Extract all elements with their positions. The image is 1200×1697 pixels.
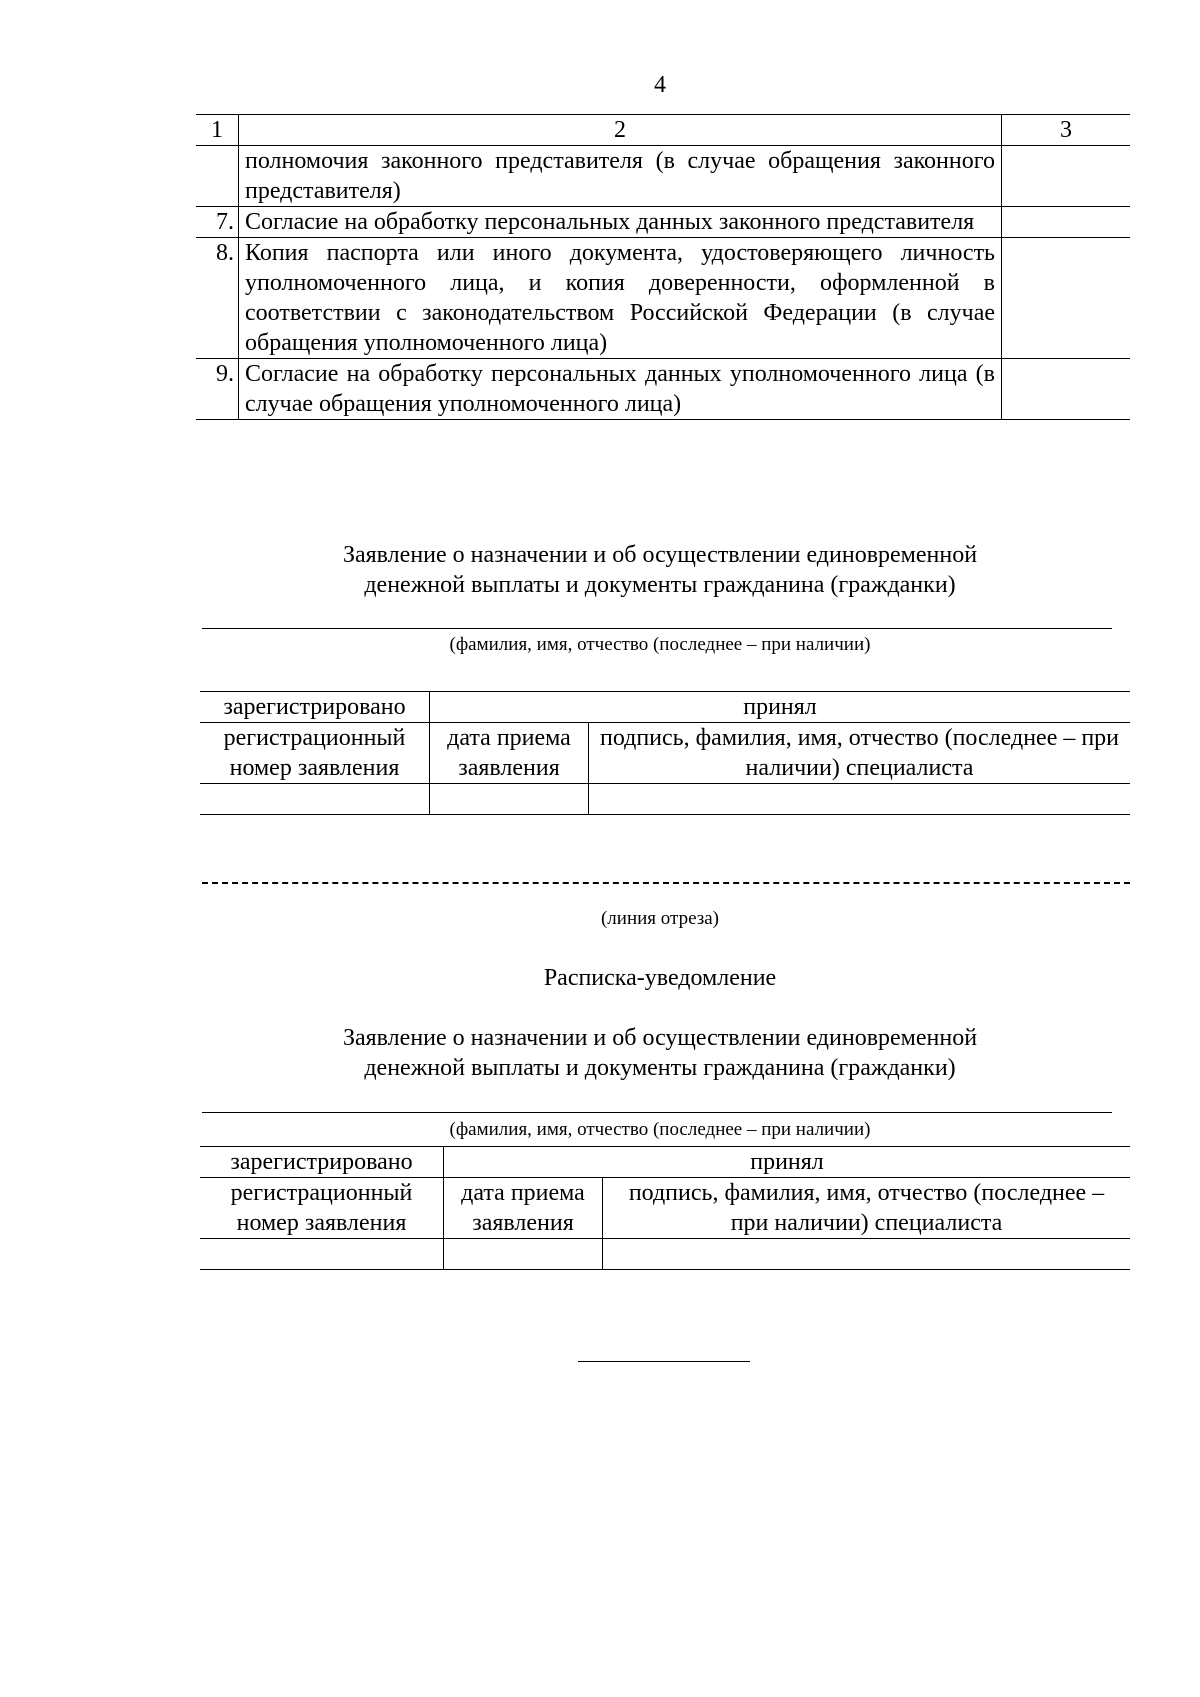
header-cell: 2 — [239, 115, 1002, 146]
table-row — [200, 1239, 1130, 1270]
reg-number-cell — [200, 784, 430, 815]
header-cell: 1 — [196, 115, 239, 146]
row-mark — [1002, 238, 1131, 359]
table-row — [196, 359, 1130, 420]
reg-number-header: регистрационный номер заявления — [200, 1178, 444, 1239]
table-subheader-row — [200, 723, 1130, 784]
registered-header: зарегистрировано — [200, 692, 430, 723]
registered-header: зарегистрировано — [200, 1147, 444, 1178]
signature-header: подпись, фамилия, имя, отчество (последнее – при наличии) специалиста — [603, 1178, 1131, 1239]
table-row — [196, 238, 1130, 359]
section2-registration-table — [200, 1146, 1130, 1270]
date-header: дата приема заявления — [430, 723, 589, 784]
date-cell — [430, 784, 589, 815]
header-cell: 3 — [1002, 115, 1131, 146]
row-mark — [1002, 359, 1131, 420]
row-number: 7. — [196, 207, 239, 238]
row-number — [196, 146, 239, 207]
table-row — [200, 784, 1130, 815]
receipt-title: Расписка-уведомление — [543, 965, 777, 991]
table-header-row — [200, 1147, 1130, 1178]
table-header-row — [200, 692, 1130, 723]
row-mark — [1002, 146, 1131, 207]
accepted-header: принял — [430, 692, 1131, 723]
section1-name-caption: (фамилия, имя, отчество (последнее – при наличии) — [449, 634, 871, 655]
table-row — [196, 146, 1130, 207]
signature-cell — [589, 784, 1131, 815]
row-number: 8. — [196, 238, 239, 359]
row-number: 9. — [196, 359, 239, 420]
page-number: 4 — [654, 72, 666, 98]
documents-table — [196, 114, 1130, 420]
section1-registration-table — [200, 691, 1130, 815]
section1-title-line1: Заявление о назначении и об осуществлении единовременной — [342, 542, 978, 568]
table-header-row — [196, 115, 1130, 146]
cut-line — [202, 882, 1130, 884]
row-text: полномочия законного представителя (в случае обращения законного представителя) — [239, 146, 1002, 207]
accepted-header: принял — [444, 1147, 1131, 1178]
section2-title-line1: Заявление о назначении и об осуществлении единовременной — [342, 1025, 978, 1051]
signature-header: подпись, фамилия, имя, отчество (последнее – при наличии) специалиста — [589, 723, 1131, 784]
date-header: дата приема заявления — [444, 1178, 603, 1239]
name-underline — [202, 1112, 1112, 1113]
table-row — [196, 207, 1130, 238]
reg-number-header: регистрационный номер заявления — [200, 723, 430, 784]
signature-cell — [603, 1239, 1131, 1270]
row-text: Согласие на обработку персональных данных уполномоченного лица (в случае обращения уполномоченного лица) — [239, 359, 1002, 420]
cut-line-caption: (линия отреза) — [600, 908, 720, 929]
row-mark — [1002, 207, 1131, 238]
section2-name-caption: (фамилия, имя, отчество (последнее – при наличии) — [449, 1119, 871, 1140]
row-text: Согласие на обработку персональных данных законного представителя — [239, 207, 1002, 238]
table-subheader-row — [200, 1178, 1130, 1239]
row-text: Копия паспорта или иного документа, удостоверяющего личность уполномоченного лица, и копия доверенности, оформленной в соответствии с законодательством Российской Федерации (в случае обращения уполномоченного лица) — [239, 238, 1002, 359]
section1-title-line2: денежной выплаты и документы гражданина (гражданки) — [364, 572, 956, 598]
section2-title-line2: денежной выплаты и документы гражданина (гражданки) — [364, 1055, 956, 1081]
reg-number-cell — [200, 1239, 444, 1270]
name-underline — [202, 628, 1112, 629]
end-rule — [578, 1361, 750, 1362]
date-cell — [444, 1239, 603, 1270]
